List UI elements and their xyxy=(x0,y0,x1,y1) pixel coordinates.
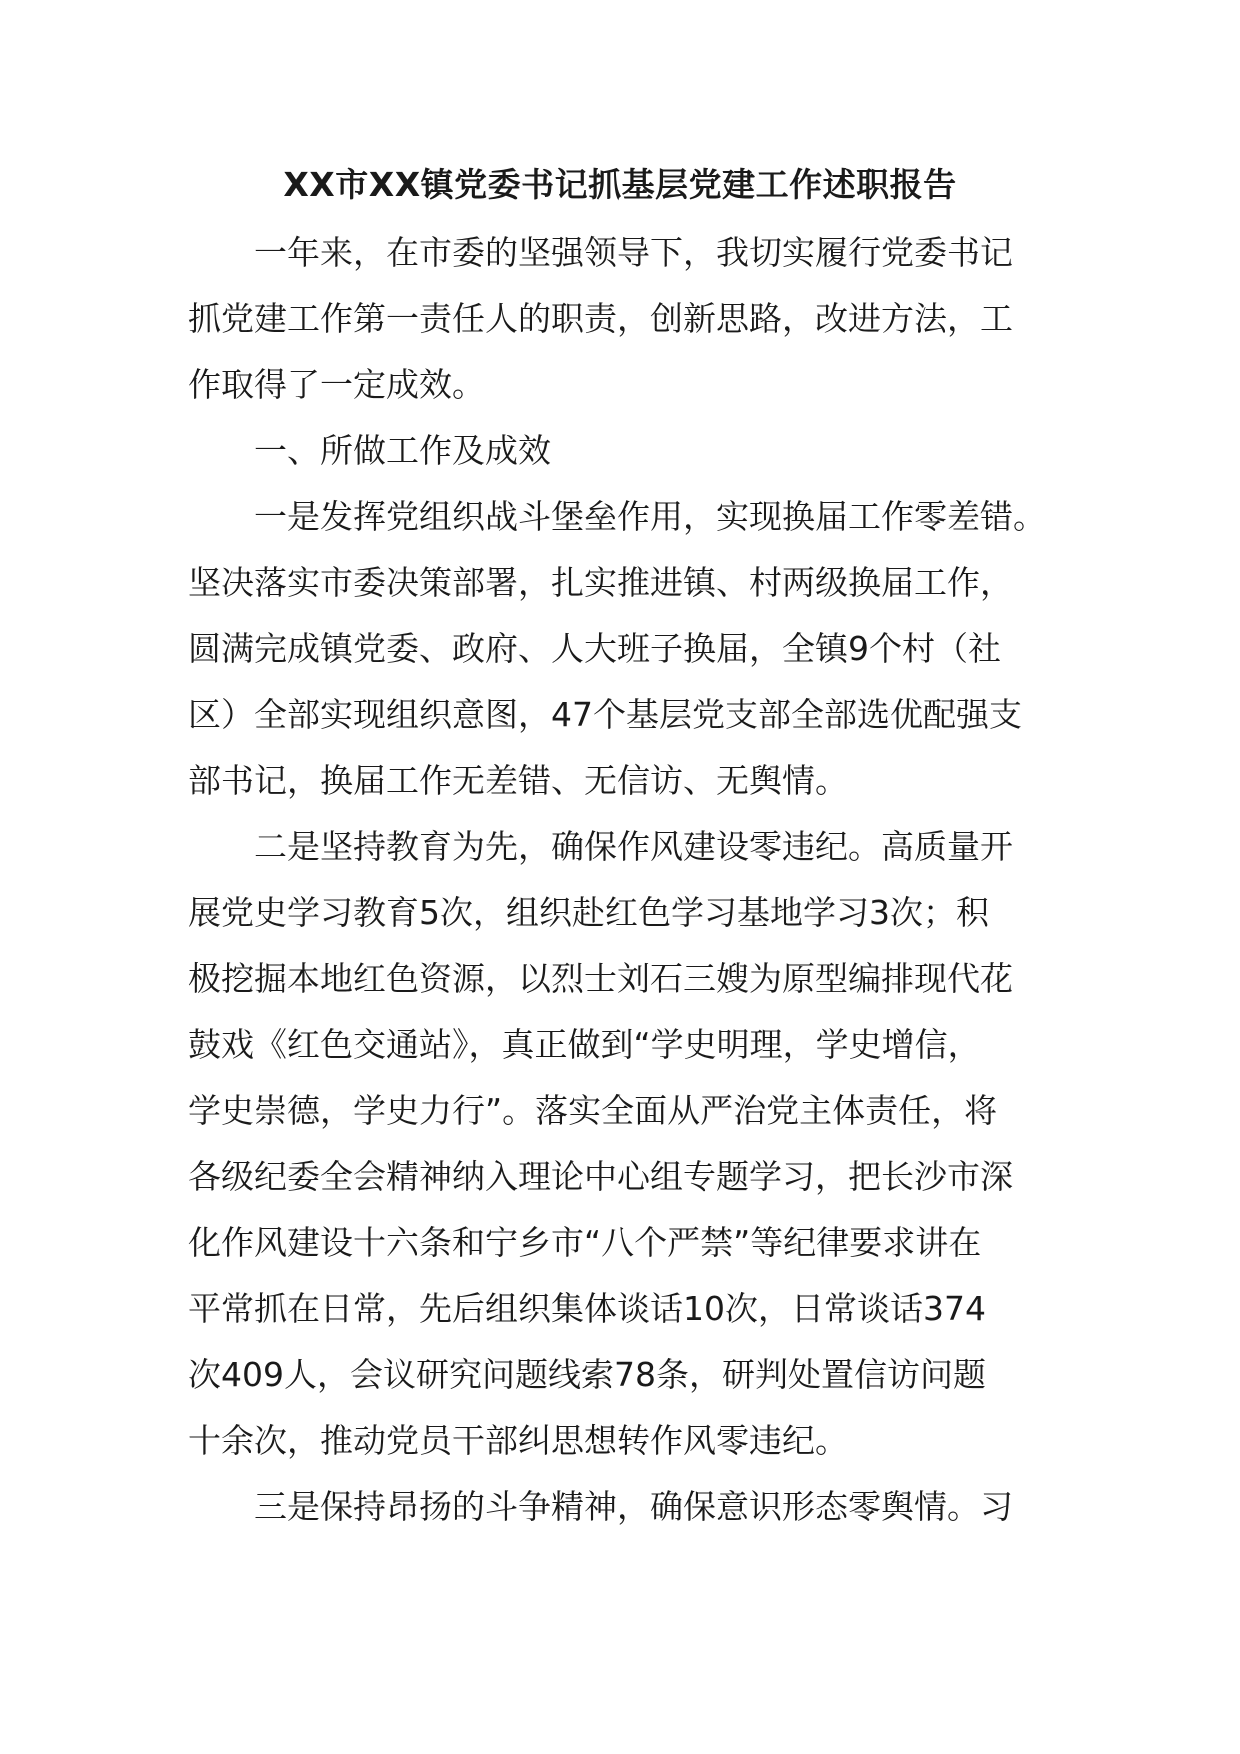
document-text-line: 坚决落实市委决策部署，扎实推进镇、村两级换届工作， xyxy=(188,563,1013,602)
document-text-line: 化作风建设十六条和宁乡市“八个严禁”等纪律要求讲在 xyxy=(188,1223,982,1262)
document-text-line: 学史崇德，学史力行”。落实全面从严治党主体责任，将 xyxy=(188,1091,998,1130)
document-title: XX市XX镇党委书记抓基层党建工作述职报告 xyxy=(283,165,957,204)
document-text-line: 平常抓在日常，先后组织集体谈话10次，日常谈话374 xyxy=(188,1289,986,1328)
document-text-line: 次409人，会议研究问题线索78条，研判处置信访问题 xyxy=(188,1355,986,1394)
document-text-line: 圆满完成镇党委、政府、人大班子换届，全镇9个村（社 xyxy=(188,629,1001,668)
document-text-line: 极挖掘本地红色资源，以烈士刘石三嫂为原型编排现代花 xyxy=(188,959,1013,998)
document-text-line: 一年来，在市委的坚强领导下，我切实履行党委书记 xyxy=(254,233,1013,272)
document-text-line: 鼓戏《红色交通站》，真正做到“学史明理，学史增信， xyxy=(188,1025,981,1064)
document-text-line: 一、所做工作及成效 xyxy=(254,431,551,470)
document-text-line: 三是保持昂扬的斗争精神，确保意识形态零舆情。习 xyxy=(254,1487,1013,1526)
document-text-line: 作取得了一定成效。 xyxy=(188,365,485,404)
document-text-line: 十余次，推动党员干部纠思想转作风零违纪。 xyxy=(188,1421,848,1460)
document-text-line: 部书记，换届工作无差错、无信访、无舆情。 xyxy=(188,761,848,800)
document-text-line: 展党史学习教育5次，组织赴红色学习基地学习3次；积 xyxy=(188,893,989,932)
document-text-line: 抓党建工作第一责任人的职责，创新思路，改进方法，工 xyxy=(188,299,1013,338)
document-text-line: 各级纪委全会精神纳入理论中心组专题学习，把长沙市深 xyxy=(188,1157,1013,1196)
document-text-line: 区）全部实现组织意图，47个基层党支部全部选优配强支 xyxy=(188,695,1022,734)
document-text-line: 一是发挥党组织战斗堡垒作用，实现换届工作零差错。 xyxy=(254,497,1046,536)
document-body xyxy=(188,220,1088,1540)
document-text-line: 二是坚持教育为先，确保作风建设零违纪。高质量开 xyxy=(254,827,1013,866)
